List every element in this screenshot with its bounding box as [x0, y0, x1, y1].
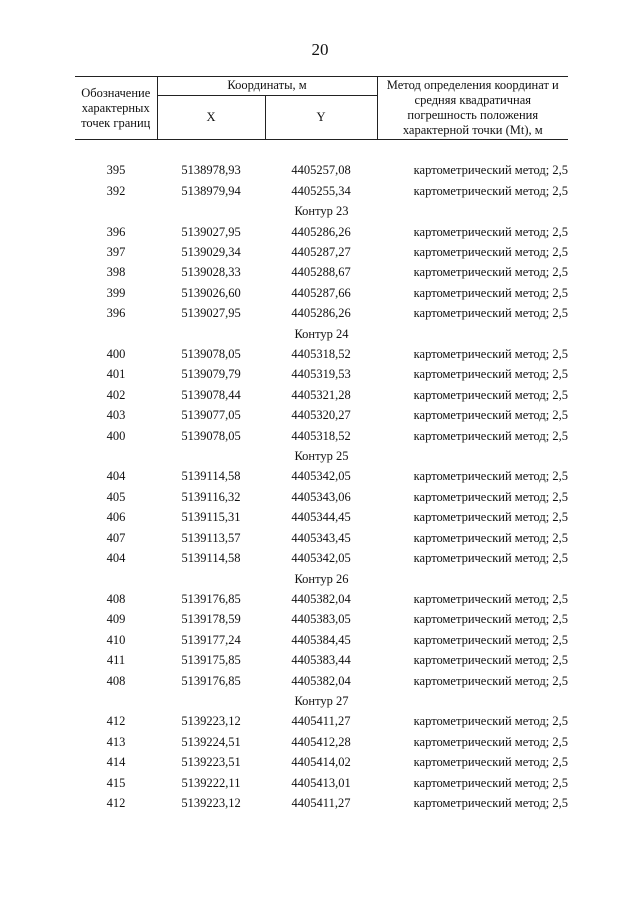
point-id-cell: 408	[106, 673, 126, 688]
method-cell: картометрический метод; 2,5	[413, 795, 569, 810]
contour-label: Контур 25	[294, 449, 349, 464]
method-cell: картометрический метод; 2,5	[413, 591, 569, 606]
table-row	[75, 773, 568, 793]
y-column-header: Y	[265, 95, 377, 139]
x-coordinate-cell: 5139223,51	[181, 755, 241, 770]
method-cell: картометрический метод; 2,5	[413, 224, 569, 239]
method-column-header: Метод определения координат и средняя квадратичная погрешность положения характерной точки (Mt), м	[377, 77, 568, 140]
table-row	[75, 548, 568, 568]
table-row	[75, 160, 568, 180]
method-cell: картометрический метод; 2,5	[413, 428, 569, 443]
point-id-cell: 402	[106, 387, 126, 402]
point-id-cell: 413	[106, 734, 126, 749]
x-coordinate-cell: 5139175,85	[181, 653, 241, 668]
point-id-cell: 405	[106, 489, 126, 504]
point-id-cell: 399	[106, 285, 126, 300]
point-id-cell: 411	[106, 653, 126, 668]
method-cell: картометрический метод; 2,5	[413, 653, 569, 668]
x-coordinate-cell: 5139177,24	[181, 632, 241, 647]
y-coordinate-cell: 4405288,67	[291, 265, 351, 280]
y-coordinate-cell: 4405286,26	[291, 306, 351, 321]
table-row	[75, 303, 568, 323]
point-id-cell: 392	[106, 183, 126, 198]
x-coordinate-cell: 5139224,51	[181, 734, 241, 749]
contour-label: Контур 24	[294, 326, 349, 341]
point-id-cell: 412	[106, 795, 126, 810]
method-cell: картометрический метод; 2,5	[413, 285, 569, 300]
y-coordinate-cell: 4405342,05	[291, 469, 351, 484]
contour-row	[75, 324, 568, 344]
y-coordinate-cell: 4405286,26	[291, 224, 351, 239]
y-coordinate-cell: 4405414,02	[291, 755, 351, 770]
point-column-header: Обозначение характерных точек границ	[75, 77, 157, 140]
y-coordinate-cell: 4405318,52	[291, 428, 351, 443]
point-id-cell: 400	[106, 428, 126, 443]
y-coordinate-cell: 4405319,53	[291, 367, 351, 382]
method-cell: картометрический метод; 2,5	[413, 408, 569, 423]
point-id-cell: 397	[106, 245, 126, 260]
table-row	[75, 671, 568, 691]
y-coordinate-cell: 4405384,45	[291, 632, 351, 647]
x-coordinate-cell: 5138978,93	[181, 163, 241, 178]
x-coordinate-cell: 5139115,31	[181, 510, 241, 525]
table-row	[75, 283, 568, 303]
y-coordinate-cell: 4405411,27	[291, 714, 351, 729]
y-coordinate-cell: 4405383,44	[291, 653, 351, 668]
coordinates-column-header: Координаты, м	[157, 77, 377, 96]
method-cell: картометрический метод; 2,5	[413, 734, 569, 749]
y-coordinate-cell: 4405255,34	[291, 183, 351, 198]
x-column-header: X	[157, 95, 265, 139]
contour-label: Контур 27	[294, 693, 349, 708]
method-cell: картометрический метод; 2,5	[413, 163, 569, 178]
point-id-cell: 404	[106, 469, 126, 484]
table-row	[75, 242, 568, 262]
table-row	[75, 344, 568, 364]
x-coordinate-cell: 5139178,59	[181, 612, 241, 627]
table-row	[75, 507, 568, 527]
x-coordinate-cell: 5139026,60	[181, 285, 241, 300]
table-row	[75, 364, 568, 384]
point-id-cell: 396	[106, 306, 126, 321]
point-id-cell: 396	[106, 224, 126, 239]
method-cell: картометрический метод; 2,5	[413, 510, 569, 525]
point-id-cell: 404	[106, 551, 126, 566]
y-coordinate-cell: 4405343,06	[291, 489, 351, 504]
method-cell: картометрический метод; 2,5	[413, 347, 569, 362]
method-cell: картометрический метод; 2,5	[413, 489, 569, 504]
x-coordinate-cell: 5139077,05	[181, 408, 241, 423]
x-coordinate-cell: 5139027,95	[181, 306, 241, 321]
x-coordinate-cell: 5139078,05	[181, 347, 241, 362]
point-id-cell: 408	[106, 591, 126, 606]
y-coordinate-cell: 4405342,05	[291, 551, 351, 566]
y-coordinate-cell: 4405343,45	[291, 530, 351, 545]
x-coordinate-cell: 5139113,57	[181, 530, 241, 545]
method-cell: картометрический метод; 2,5	[413, 530, 569, 545]
table-row	[75, 589, 568, 609]
method-cell: картометрический метод; 2,5	[413, 673, 569, 688]
y-coordinate-cell: 4405413,01	[291, 775, 351, 790]
table-row	[75, 466, 568, 486]
method-cell: картометрический метод; 2,5	[413, 387, 569, 402]
method-cell: картометрический метод; 2,5	[413, 306, 569, 321]
method-cell: картометрический метод; 2,5	[413, 632, 569, 647]
contour-row	[75, 569, 568, 589]
point-id-cell: 409	[106, 612, 126, 627]
x-coordinate-cell: 5139223,12	[181, 714, 241, 729]
table-row	[75, 793, 568, 813]
x-coordinate-cell: 5139114,58	[181, 469, 241, 484]
x-coordinate-cell: 5139078,44	[181, 387, 241, 402]
x-coordinate-cell: 5139222,11	[181, 775, 241, 790]
y-coordinate-cell: 4405411,27	[291, 795, 351, 810]
y-coordinate-cell: 4405412,28	[291, 734, 351, 749]
y-coordinate-cell: 4405320,27	[291, 408, 351, 423]
table-row	[75, 732, 568, 752]
table-row	[75, 487, 568, 507]
method-cell: картометрический метод; 2,5	[413, 612, 569, 627]
table-header	[75, 77, 568, 140]
method-cell: картометрический метод; 2,5	[413, 183, 569, 198]
x-coordinate-cell: 5139079,79	[181, 367, 241, 382]
point-id-cell: 400	[106, 347, 126, 362]
y-coordinate-cell: 4405287,27	[291, 245, 351, 260]
point-id-cell: 414	[106, 755, 126, 770]
x-coordinate-cell: 5139176,85	[181, 591, 241, 606]
y-coordinate-cell: 4405344,45	[291, 510, 351, 525]
method-cell: картометрический метод; 2,5	[413, 551, 569, 566]
contour-label: Контур 23	[294, 204, 349, 219]
method-cell: картометрический метод; 2,5	[413, 367, 569, 382]
y-coordinate-cell: 4405382,04	[291, 591, 351, 606]
point-id-cell: 401	[106, 367, 126, 382]
contour-label: Контур 26	[294, 571, 349, 586]
table-row	[75, 262, 568, 282]
point-id-cell: 415	[106, 775, 126, 790]
table-row	[75, 630, 568, 650]
method-cell: картометрический метод; 2,5	[413, 245, 569, 260]
coordinates-table	[75, 76, 568, 813]
y-coordinate-cell: 4405382,04	[291, 673, 351, 688]
x-coordinate-cell: 5139114,58	[181, 551, 241, 566]
method-cell: картометрический метод; 2,5	[413, 265, 569, 280]
method-cell: картометрический метод; 2,5	[413, 775, 569, 790]
table-body	[75, 140, 568, 814]
page-number: 20	[311, 40, 329, 59]
y-coordinate-cell: 4405321,28	[291, 387, 351, 402]
contour-row	[75, 691, 568, 711]
point-id-cell: 395	[106, 163, 126, 178]
x-coordinate-cell: 5139078,05	[181, 428, 241, 443]
table-row	[75, 385, 568, 405]
y-coordinate-cell: 4405383,05	[291, 612, 351, 627]
table-row	[75, 650, 568, 670]
y-coordinate-cell: 4405257,08	[291, 163, 351, 178]
point-id-cell: 410	[106, 632, 126, 647]
y-coordinate-cell: 4405318,52	[291, 347, 351, 362]
x-coordinate-cell: 5139028,33	[181, 265, 241, 280]
x-coordinate-cell: 5139027,95	[181, 224, 241, 239]
contour-row	[75, 446, 568, 466]
x-coordinate-cell: 5139223,12	[181, 795, 241, 810]
point-id-cell: 412	[106, 714, 126, 729]
point-id-cell: 407	[106, 530, 126, 545]
table-row	[75, 405, 568, 425]
point-id-cell: 406	[106, 510, 126, 525]
x-coordinate-cell: 5139029,34	[181, 245, 241, 260]
method-cell: картометрический метод; 2,5	[413, 755, 569, 770]
method-cell: картометрический метод; 2,5	[413, 714, 569, 729]
point-id-cell: 403	[106, 408, 126, 423]
table-row	[75, 609, 568, 629]
y-coordinate-cell: 4405287,66	[291, 285, 351, 300]
table-row	[75, 528, 568, 548]
table-row	[75, 181, 568, 201]
x-coordinate-cell: 5139116,32	[181, 489, 241, 504]
table-row	[75, 711, 568, 731]
x-coordinate-cell: 5138979,94	[181, 183, 241, 198]
point-id-cell: 398	[106, 265, 126, 280]
contour-row	[75, 201, 568, 221]
method-cell: картометрический метод; 2,5	[413, 469, 569, 484]
table-row	[75, 752, 568, 772]
x-coordinate-cell: 5139176,85	[181, 673, 241, 688]
table-row	[75, 426, 568, 446]
table-row	[75, 222, 568, 242]
